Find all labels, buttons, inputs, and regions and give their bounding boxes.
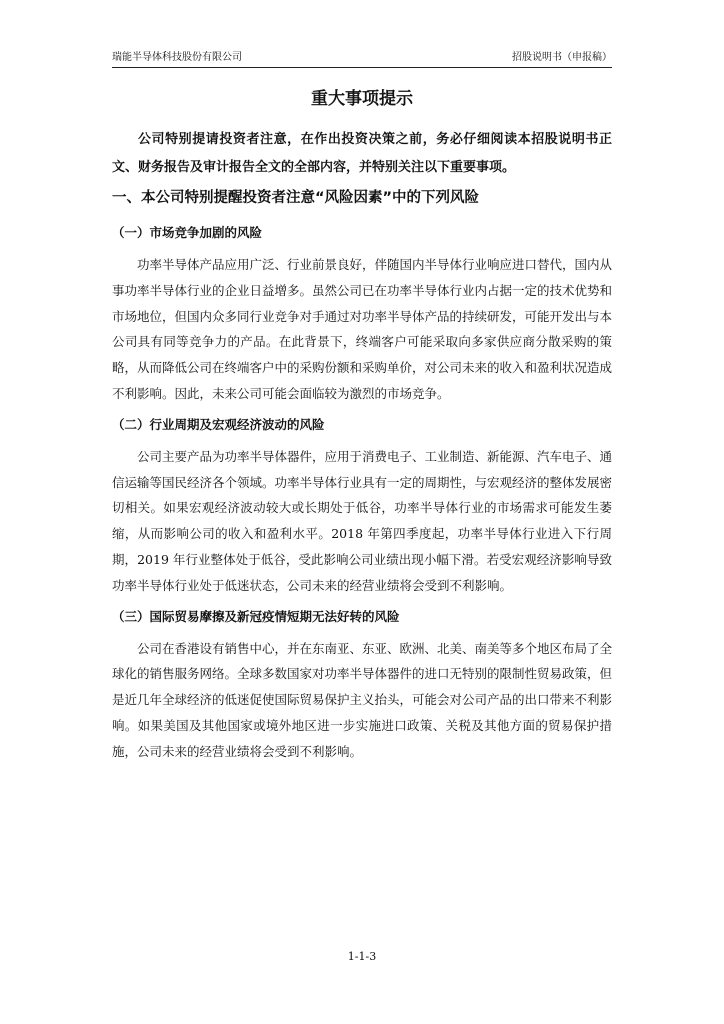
risk-body-industry-cycle: 公司主要产品为功率半导体器件，应用于消费电子、工业制造、新能源、汽车电子、通信运输等国民经济各个领域。功率半导体行业具有一定的周期性，与宏观经济的整体发展密切相关。如果宏观经济波动较大或长期处于低谷，功率半导体行业的市场需求可能发生萎缩，从而影响公司的收入和盈利水平。2018 年第四季度起，功率半导体行业进入下行周期，2019 年行业整体处于低谷，受此影响公司业绩出现小幅下滑。若受宏观经济影响导致功率半导体行业处于低迷状态，公司未来的经营业绩将会受到不利影响。 bbox=[112, 448, 613, 593]
section-heading: 一、本公司特别提醒投资者注意“风险因素”中的下列风险 bbox=[112, 190, 480, 206]
page-title: 重大事项提示 bbox=[311, 89, 413, 109]
risk-heading-market-competition: （一）市场竞争加剧的风险 bbox=[112, 225, 263, 240]
header-document-type: 招股说明书（申报稿） bbox=[512, 52, 612, 63]
risk-body-trade-friction: 公司在香港设有销售中心，并在东南亚、东亚、欧洲、北美、南美等多个地区布局了全球化的销售服务网络。全球多数国家对功率半导体器件的进口无特别的限制性贸易政策，但是近几年全球经济的低迷促使国际贸易保护主义抬头，可能会对公司产品的出口带来不利影响。如果美国及其他国家或境外地区进一步实施进口政策、关税及其他方面的贸易保护措施，公司未来的经营业绩将会受到不利影响。 bbox=[112, 640, 613, 759]
risk-body-market-competition: 功率半导体产品应用广泛、行业前景良好，伴随国内半导体行业响应进口替代，国内从事功率半导体行业的企业日益增多。虽然公司已在功率半导体行业内占据一定的技术优势和市场地位，但国内众多同行业竞争对手通过对功率半导体产品的持续研发，可能开发出与本公司具有同等竞争力的产品。在此背景下，终端客户可能采取向多家供应商分散采购的策略，从而降低公司在终端客户中的采购份额和采购单价，对公司未来的收入和盈利状况造成不利影响。因此，未来公司可能会面临较为激烈的市场竞争。 bbox=[112, 257, 613, 401]
page-header bbox=[112, 50, 612, 68]
intro-paragraph: 公司特别提请投资者注意，在作出投资决策之前，务必仔细阅读本招股说明书正文、财务报告及审计报告全文的全部内容，并特别关注以下重要事项。 bbox=[112, 132, 612, 175]
header-company-name: 瑞能半导体科技股份有限公司 bbox=[112, 52, 242, 63]
page-number: 1-1-3 bbox=[347, 950, 377, 963]
risk-heading-trade-friction: （三）国际贸易摩擦及新冠疫情短期无法好转的风险 bbox=[112, 608, 400, 624]
document-body bbox=[112, 86, 612, 772]
risk-heading-industry-cycle: （二）行业周期及宏观经济波动的风险 bbox=[112, 416, 325, 432]
